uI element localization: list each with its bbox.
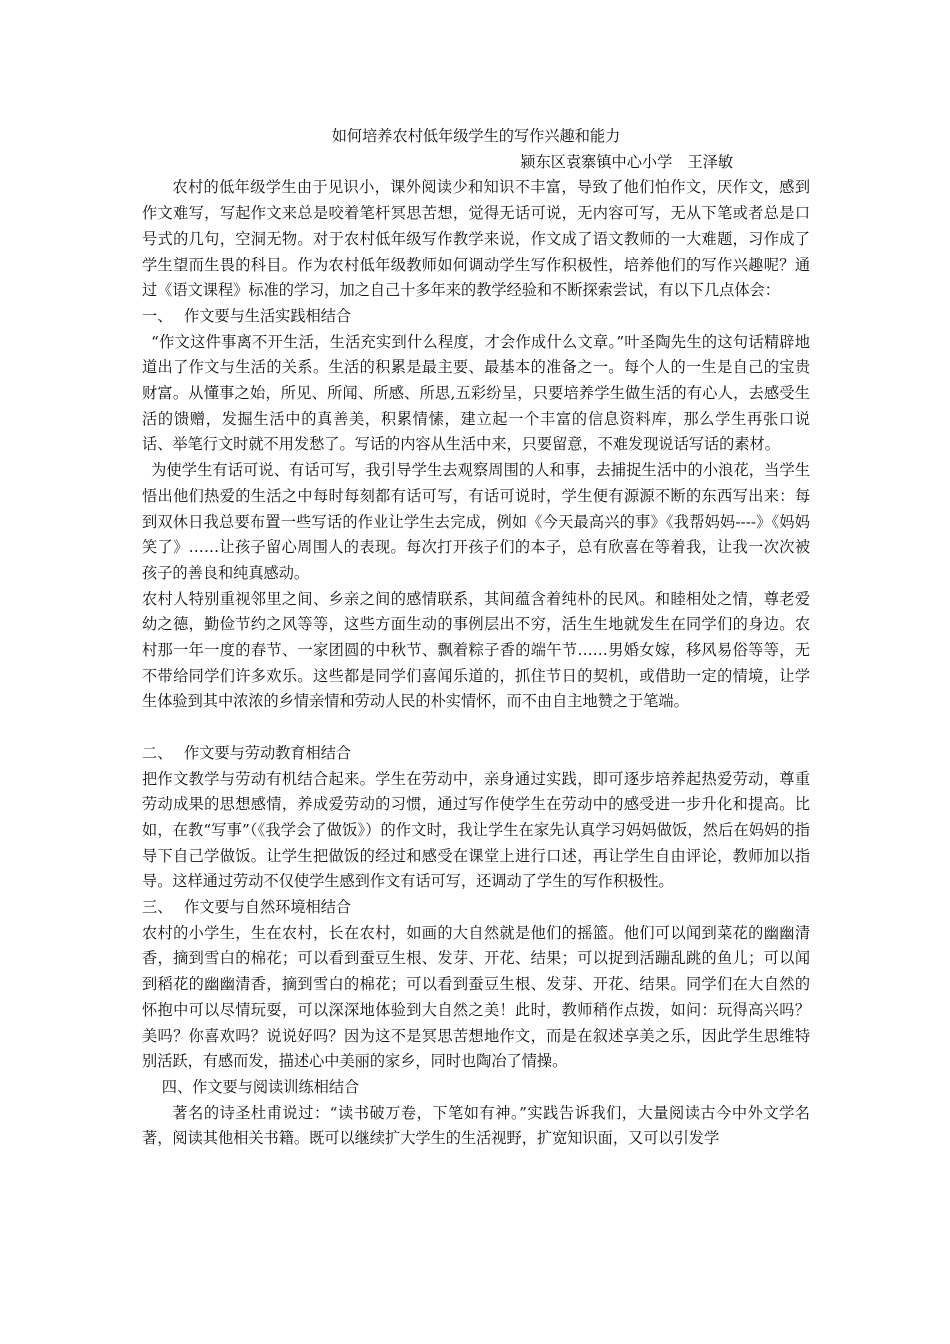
section-3-title: 作文要与自然环境相结合 bbox=[184, 898, 352, 917]
section-2-number: 二、 bbox=[142, 743, 173, 762]
blank-line bbox=[142, 715, 810, 741]
document-author: 颍东区袁寨镇中心小学 王泽敏 bbox=[520, 152, 733, 171]
document-title: 如何培养农村低年级学生的写作兴趣和能力 bbox=[331, 127, 621, 145]
section-1-number: 一、 bbox=[142, 306, 173, 325]
section-2-paragraph-1: 把作文教学与劳动有机结合起来。学生在劳动中，亲身通过实践，即可逐步培养起热爱劳动，尊重劳动成果的思想感情，养成爱劳动的习惯，通过写作使学生在劳动中的感受进一步升化和提高。比如，在教“写事”（《我学会了做饭》）的作文时，我让学生在家先认真学习妈妈做饭，然后在妈妈的指导下自己学做饭。让学生把做饭的经过和感受在课堂上进行口述，再让学生自由评论，教师加以指导。这样通过劳动不仅使学生感到作文有话可写，还调动了学生的写作积极性。 bbox=[142, 769, 810, 891]
section-3-heading bbox=[142, 895, 810, 921]
section-4-heading: 四、作文要与阅读训练相结合 bbox=[161, 1078, 360, 1096]
section-1-heading bbox=[142, 304, 810, 330]
section-2-title: 作文要与劳动教育相结合 bbox=[184, 743, 352, 762]
section-4-paragraph-1: 著名的诗圣杜甫说过：“读书破万卷，下笔如有神。”实践告诉我们，大量阅读古今中外文学名著，阅读其他相关书籍。既可以继续扩大学生的生活视野，扩宽知识面，又可以引发学 bbox=[142, 1103, 810, 1148]
section-2-heading bbox=[142, 741, 810, 767]
section-1-paragraph-1: “作文这件事离不开生活，生活充实到什么程度，才会作成什么文章。”叶圣陶先生的这句话精辟地道出了作文与生活的关系。生活的积累是最主要、最基本的准备之一。每个人的一生是自己的宝贵财富。从懂事之始，所见、所闻、所感、所思,五彩纷呈，只要培养学生做生活的有心人，去感受生活的馈赠，发掘生活中的真善美，积累情愫，建立起一个丰富的信息资料库，那么学生再张口说话、举笔行文时就不用发愁了。写话的内容从生活中来，只要留意，不难发现说话写话的素材。 bbox=[142, 332, 810, 454]
section-1-paragraph-3: 农村人特别重视邻里之间、乡亲之间的感情联系，其间蕴含着纯朴的民风。和睦相处之情，尊老爱幼之德，勤俭节约之风等等，这些方面生动的事例层出不穷，活生生地就发生在同学们的身边。农村那一年一度的春节、一家团圆的中秋节、飘着粽子香的端午节……男婚女嫁，移风易俗等等，无不带给同学们许多欢乐。这些都是同学们喜闻乐道的，抓住节日的契机，或借助一定的情境，让学生体验到其中浓浓的乡情亲情和劳动人民的朴实情怀，而不由自主地赞之于笔端。 bbox=[142, 589, 810, 711]
section-3-number: 三、 bbox=[142, 898, 173, 917]
section-3-paragraph-1: 农村的小学生，生在农村，长在农村，如画的大自然就是他们的摇篮。他们可以闻到菜花的幽幽清香，摘到雪白的棉花；可以看到蚕豆生根、发芽、开花、结果；可以捉到活蹦乱跳的鱼儿；可以闻到稻花的幽幽清香，摘到雪白的棉花；可以看到蚕豆生根、发芽、开花、结果。同学们在大自然的怀抱中可以尽情玩耍，可以深深地体验到大自然之美！此时，教师稍作点拨，如问：玩得高兴吗？美吗？你喜欢吗？说说好吗？因为这不是冥思苦想地作文，而是在叙述享美之乐，因此学生思维特别活跃，有感而发，描述心中美丽的家乡，同时也陶冶了情操。 bbox=[142, 923, 810, 1071]
section-1-paragraph-2: 为使学生有话可说、有话可写，我引导学生去观察周围的人和事，去捕捉生活中的小浪花，当学生悟出他们热爱的生活之中每时每刻都有话可写，有话可说时，学生便有源源不断的东西写出来：每到双休日我总要布置一些写话的作业让学生去完成，例如《今天最高兴的事》《我帮妈妈----》《妈妈笑了》……让孩子留心周围人的表现。每次打开孩子们的本子，总有欣喜在等着我，让我一次次被孩子的善良和纯真感动。 bbox=[142, 461, 810, 582]
document-page bbox=[142, 124, 810, 1152]
intro-paragraph: 农村的低年级学生由于见识小，课外阅读少和知识不丰富，导致了他们怕作文，厌作文，感到作文难写，写起作文来总是咬着笔杆冥思苦想，觉得无话可说，无内容可写，无从下笔或者总是口号式的几句，空洞无物。对于农村低年级写作教学来说，作文成了语文教师的一大难题，习作成了学生望而生畏的科目。作为农村低年级教师如何调动学生写作积极性，培养他们的写作兴趣呢？通过《语文课程》标准的学习，加之自己十多年来的教学经验和不断探索尝试，有以下几点体会： bbox=[142, 178, 810, 300]
section-1-title: 作文要与生活实践相结合 bbox=[184, 306, 352, 325]
